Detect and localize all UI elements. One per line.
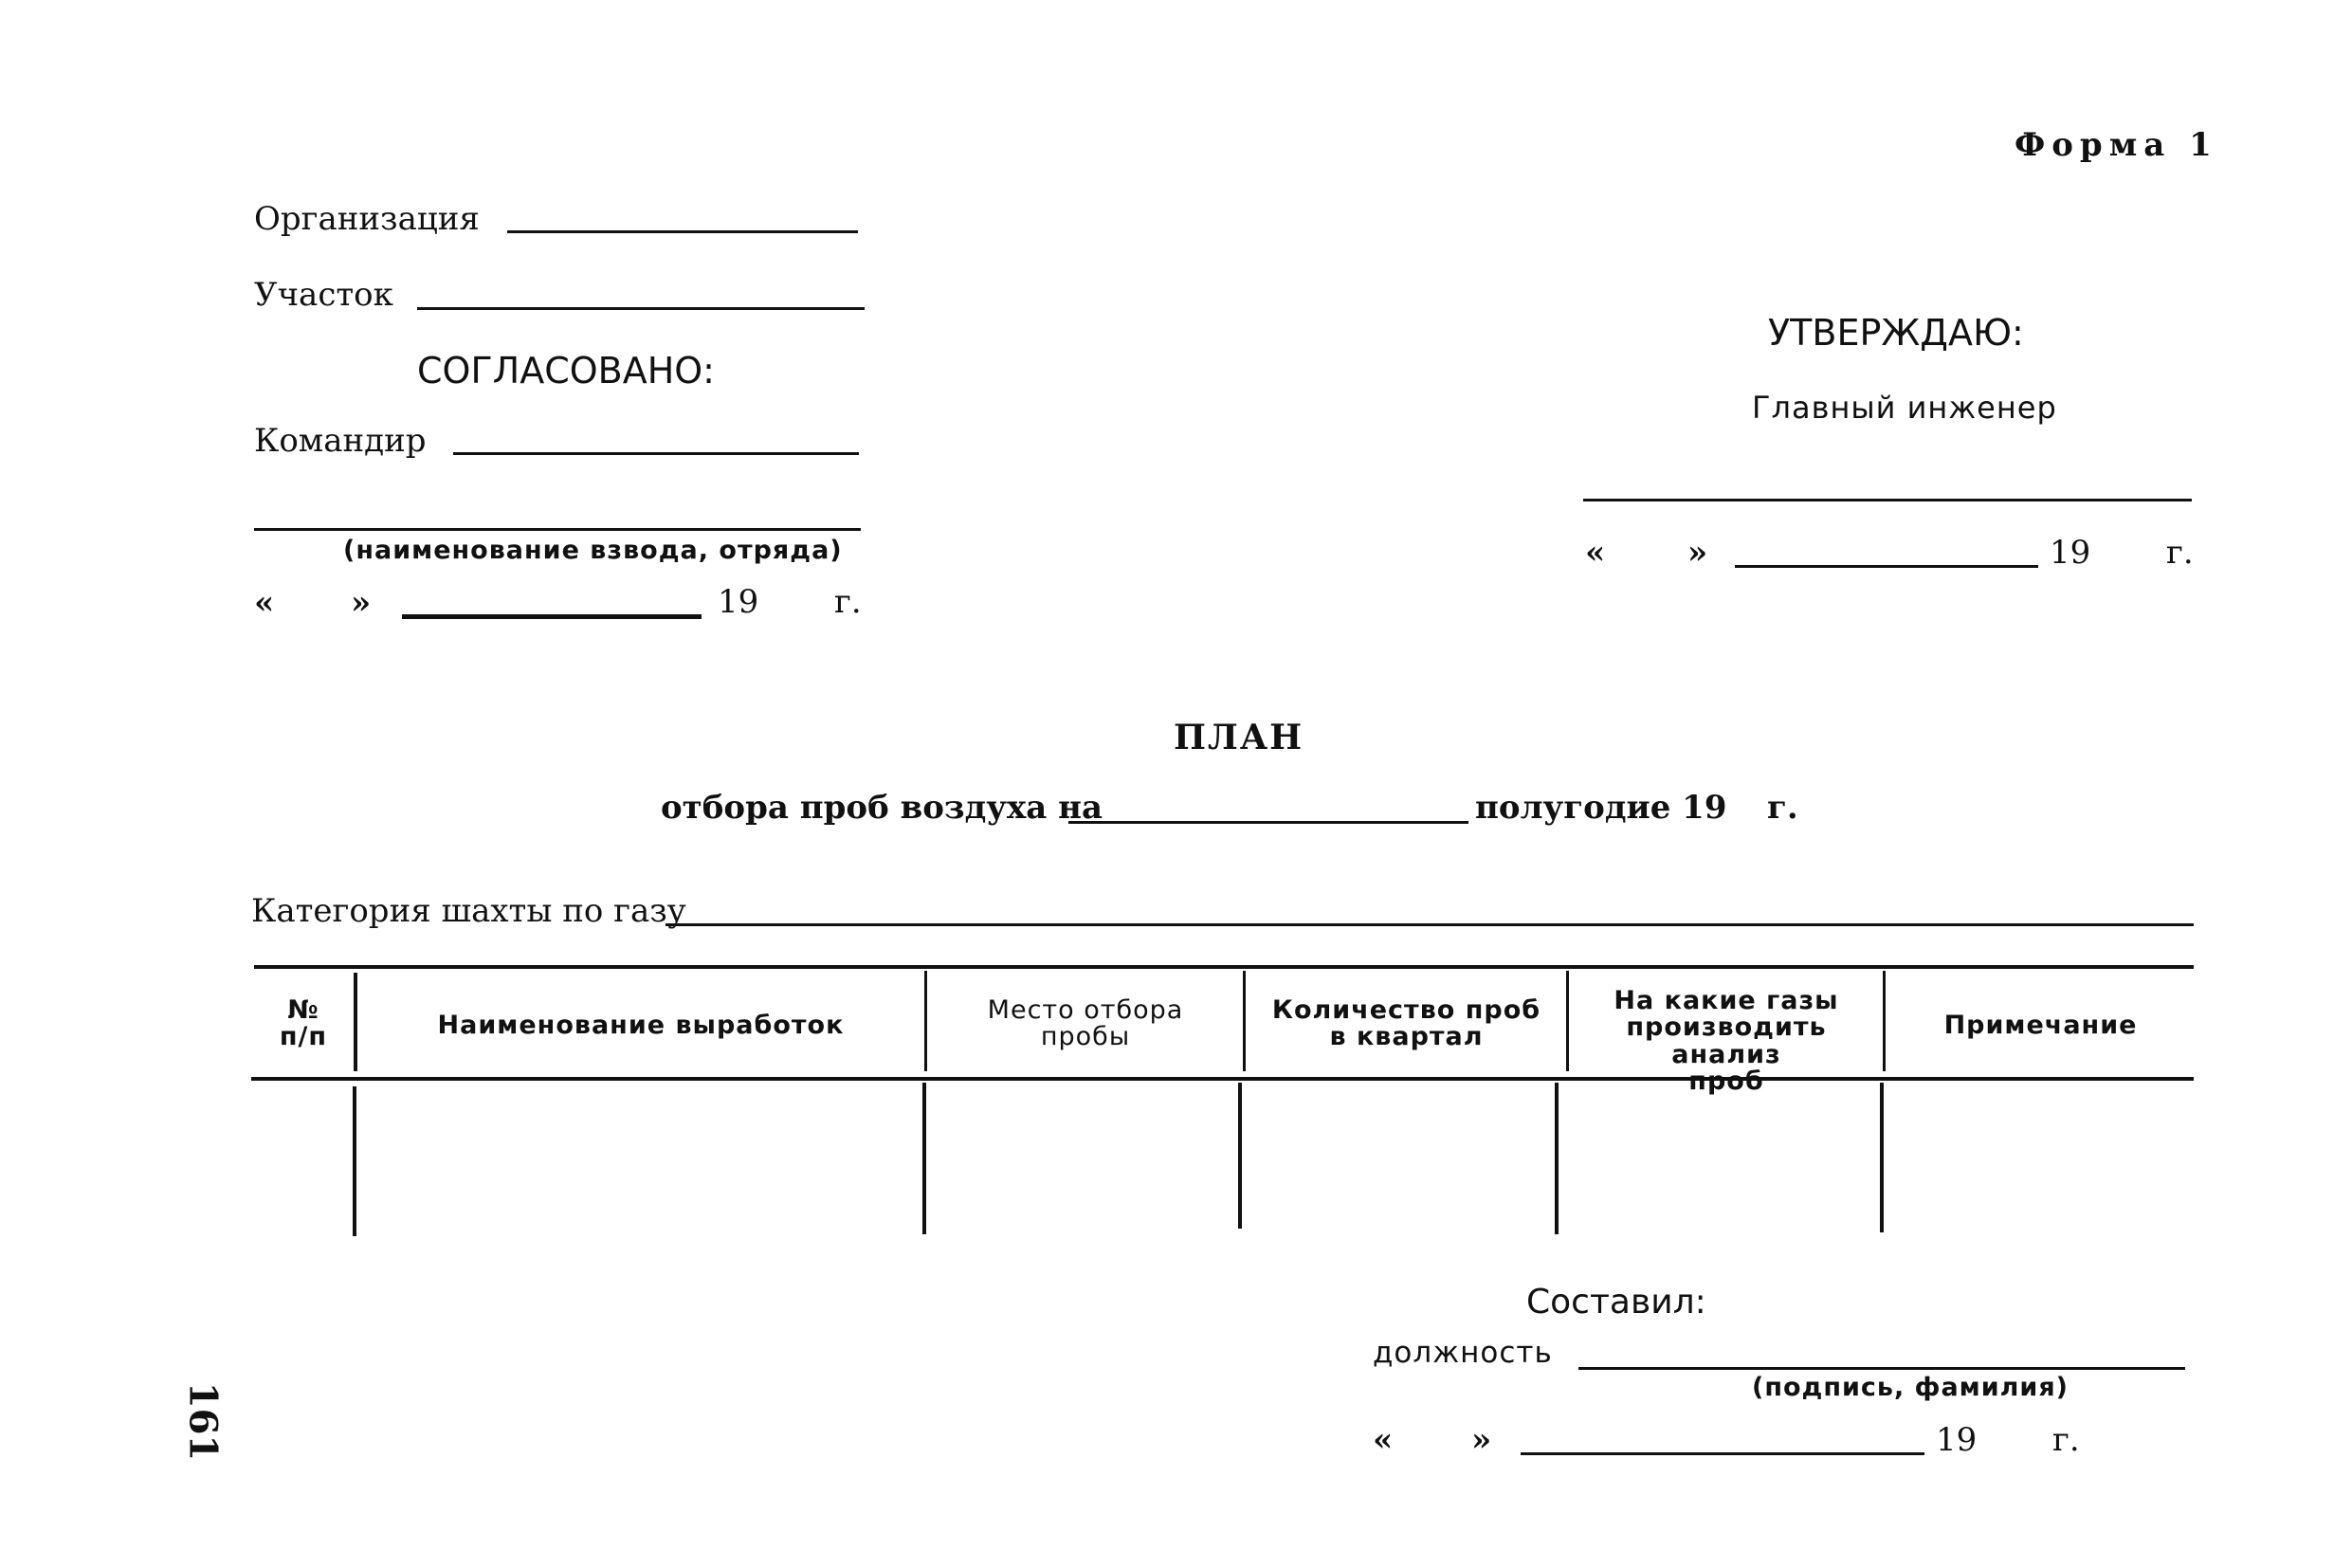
position-label: должность [1373, 1336, 1553, 1370]
header-divider-4 [1566, 971, 1569, 1071]
plan-subtitle-end: полугодие 19 [1475, 789, 1727, 827]
signature-caption: (подпись, фамилия) [1752, 1373, 2069, 1402]
right-date-close-quote: » [1687, 534, 1708, 572]
chief-engineer-signature-line[interactable] [1583, 499, 2192, 501]
header-divider-1 [354, 973, 357, 1071]
half-year-field-line[interactable] [1068, 821, 1468, 824]
commander-field-line[interactable] [453, 452, 859, 455]
header-workings-name: Наименование выработок [437, 1011, 845, 1040]
table-top-rule [254, 965, 2194, 969]
section-label: Участок [254, 276, 393, 314]
commander-label: Командир [254, 422, 427, 460]
footer-year-prefix: 19 [1936, 1421, 1978, 1459]
category-field-line[interactable] [665, 923, 2194, 926]
footer-date-close-quote: » [1471, 1421, 1492, 1459]
right-year-prefix: 19 [2050, 534, 2091, 572]
approve-heading: УТВЕРЖДАЮ: [1768, 312, 2024, 354]
agreed-heading: СОГЛАСОВАНО: [417, 350, 715, 392]
organization-label: Организация [254, 200, 480, 238]
table-row[interactable] [254, 1083, 2194, 1234]
page-number: 161 [180, 1381, 226, 1462]
right-date-field-line[interactable] [1735, 565, 2038, 568]
footer-year-suffix: г. [2052, 1421, 2080, 1459]
header-divider-5 [1883, 971, 1886, 1071]
header-notes: Примечание [1943, 1011, 2138, 1040]
position-field-line[interactable] [1578, 1367, 2185, 1370]
header-sampling-place: Место отбора пробы [987, 995, 1184, 1052]
unit-caption: (наименование взвода, отряда) [343, 536, 843, 565]
header-divider-2 [924, 971, 927, 1071]
footer-date-open-quote: « [1373, 1421, 1394, 1459]
header-gases-to-analyze: На какие газы производить анализ проб [1614, 986, 1839, 1097]
unit-field-line[interactable] [254, 528, 861, 531]
left-date-open-quote: « [254, 584, 275, 622]
chief-engineer-label: Главный инженер [1752, 390, 2057, 426]
left-date-close-quote: » [351, 584, 372, 622]
left-year-suffix: г. [834, 583, 862, 621]
left-date-field-line[interactable] [402, 614, 702, 619]
header-number: № п/п [279, 995, 328, 1052]
right-year-suffix: г. [2166, 534, 2194, 572]
table-header-rule [251, 1077, 2194, 1081]
compiled-label: Составил: [1526, 1283, 1706, 1322]
plan-subtitle-start: отбора проб воздуха на [661, 789, 1103, 827]
header-divider-3 [1243, 971, 1246, 1071]
organization-field-line[interactable] [507, 230, 858, 233]
left-year-prefix: 19 [718, 583, 759, 621]
plan-title: ПЛАН [1174, 718, 1304, 757]
right-date-open-quote: « [1585, 534, 1606, 572]
plan-subtitle-year-suffix: г. [1767, 789, 1798, 827]
section-field-line[interactable] [417, 307, 865, 310]
footer-date-field-line[interactable] [1521, 1452, 1924, 1455]
form-label: Форма 1 [2015, 126, 2218, 164]
header-samples-per-quarter: Количество проб в квартал [1271, 995, 1541, 1052]
category-label: Категория шахты по газу [251, 892, 686, 930]
